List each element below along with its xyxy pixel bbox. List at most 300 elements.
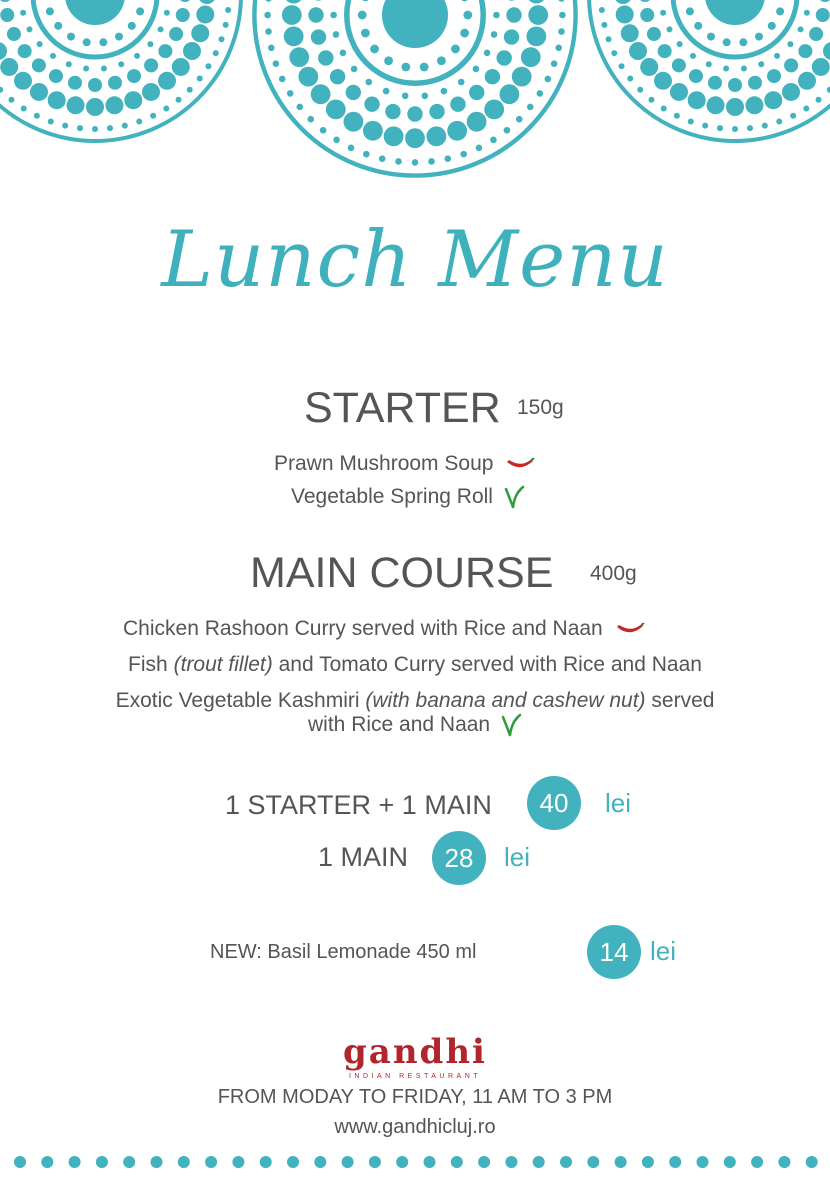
mandala-dot xyxy=(787,41,793,47)
mandala-dot xyxy=(330,69,345,84)
mandala-dot xyxy=(460,151,467,158)
mandala-dot xyxy=(67,33,75,41)
main-course-heading: MAIN COURSE xyxy=(250,549,554,597)
mandala-dot xyxy=(54,22,62,30)
mandala-dot xyxy=(450,96,465,111)
offer-starter-main-price: 40 xyxy=(527,776,581,830)
mandala-dot xyxy=(144,58,158,72)
mandala-dot xyxy=(364,96,379,111)
mandala-dot xyxy=(686,7,694,15)
mandala-dot xyxy=(545,76,552,83)
mandala-dot xyxy=(7,27,21,41)
mandala-dot xyxy=(706,61,712,67)
mandala-dot xyxy=(48,118,54,124)
mandala-dot xyxy=(672,58,686,72)
mandala-dot xyxy=(340,50,347,57)
border-dot xyxy=(260,1156,272,1168)
mandala-dot xyxy=(504,127,511,134)
chili-icon xyxy=(615,622,645,636)
mandala-dot xyxy=(307,116,314,123)
mandala-dot xyxy=(0,42,7,60)
mandala-dot xyxy=(158,44,172,58)
mandala-dot xyxy=(122,123,128,129)
mandala-dot xyxy=(463,11,472,20)
mandala-dot xyxy=(128,22,136,30)
mandala-dot xyxy=(169,27,183,41)
gandhi-logo: gandhi xyxy=(343,1032,487,1072)
mandala-dot xyxy=(429,104,444,119)
mandala-dot xyxy=(83,38,91,46)
mandala-dot xyxy=(441,88,448,95)
mandala-dot xyxy=(658,44,672,58)
mandala-dot xyxy=(284,0,304,4)
mandala-dot xyxy=(147,41,153,47)
border-dot xyxy=(14,1156,26,1168)
mandala-dot xyxy=(790,113,796,119)
mandala-dot xyxy=(379,155,386,162)
border-dot xyxy=(560,1156,572,1168)
mandala-dot xyxy=(14,72,32,90)
mandala-dot xyxy=(638,0,652,2)
mandala-dot xyxy=(784,58,798,72)
mandala-dot xyxy=(265,28,272,35)
border-dot xyxy=(232,1156,244,1168)
mandala-dot xyxy=(764,91,782,109)
starter-heading: STARTER xyxy=(304,384,501,432)
mandala-dot xyxy=(499,84,519,104)
mandala-dot xyxy=(330,12,337,19)
mandala-dot xyxy=(812,58,830,76)
mandala-dot xyxy=(745,96,763,114)
border-dot xyxy=(533,1156,545,1168)
mandala-dot xyxy=(83,65,89,71)
mandala-dot xyxy=(218,36,224,42)
mandala-dot xyxy=(115,33,123,41)
mandala-dot xyxy=(163,105,169,111)
mandala-dot xyxy=(420,63,429,72)
mandala-dot xyxy=(707,96,725,114)
mandala-dot xyxy=(351,66,358,73)
mandala-dot xyxy=(723,38,731,46)
mandala-dot xyxy=(68,76,82,90)
mandala-dot xyxy=(506,7,521,22)
mandala-dot xyxy=(758,61,764,67)
mandala-header-decoration xyxy=(0,0,830,185)
mandala-dot xyxy=(666,26,672,32)
mandala-dot xyxy=(823,42,830,60)
mandala-dot xyxy=(762,123,768,129)
mandala-dot xyxy=(674,113,680,119)
mandala-dot xyxy=(318,50,333,65)
mandala-dot xyxy=(444,155,451,162)
mandala-dot xyxy=(37,41,43,47)
mandala-dot xyxy=(702,123,708,129)
mandala-dot xyxy=(289,47,309,67)
mandala-dot xyxy=(476,145,483,152)
mandala-dot xyxy=(776,7,784,15)
mandala-dot xyxy=(333,31,340,38)
mandala-dot xyxy=(382,0,448,48)
starter-item-2 xyxy=(291,485,525,509)
mandala-dot xyxy=(816,8,830,22)
mandala-dot xyxy=(282,5,302,25)
mandala-dot xyxy=(559,12,566,19)
mandala-dot xyxy=(809,27,823,41)
dish-name-continued: with Rice and Naan xyxy=(308,713,491,736)
mandala-dot xyxy=(728,78,742,92)
offer-starter-main-currency: lei xyxy=(605,788,632,818)
mandala-dot xyxy=(127,69,141,83)
main-item-2 xyxy=(0,653,830,677)
dish-note: (with banana and cashew nut) xyxy=(365,689,646,712)
mandala-dot xyxy=(0,87,3,93)
mandala-dot xyxy=(798,26,804,32)
mandala-dot xyxy=(798,44,812,58)
mandala-dot xyxy=(108,76,122,90)
mandala-dot xyxy=(311,84,331,104)
mandala-dot xyxy=(512,67,532,87)
mandala-dot xyxy=(48,91,66,109)
mandala-dot xyxy=(627,76,633,82)
mandala-dot xyxy=(326,99,346,119)
mandala-dot xyxy=(484,50,491,57)
dish-name-end: served xyxy=(651,689,715,712)
mandala-dot xyxy=(92,126,98,132)
starter-item-1 xyxy=(274,452,535,476)
mandala-dot xyxy=(311,29,326,44)
mandala-dot xyxy=(660,10,666,16)
mandala-dot xyxy=(197,76,203,82)
dish-name: Prawn Mushroom Soup xyxy=(274,452,494,475)
offer-main-label: 1 MAIN xyxy=(318,842,409,872)
mandala-dot xyxy=(551,60,558,67)
mandala-dot xyxy=(768,22,776,30)
mandala-dot xyxy=(490,137,497,144)
mandala-dot xyxy=(77,125,83,131)
border-dot xyxy=(369,1156,381,1168)
dish-name: Fish xyxy=(128,653,168,676)
mandala-dot xyxy=(363,121,383,141)
mandala-dot xyxy=(616,5,634,23)
mandala-dot xyxy=(767,69,781,83)
mandala-dot xyxy=(689,69,703,83)
mandala-dot xyxy=(732,126,738,132)
mandala-dot xyxy=(708,76,722,90)
website-link[interactable]: www.gandhicluj.ro xyxy=(334,1116,496,1138)
mandala-dot xyxy=(637,87,643,93)
mandala-dot xyxy=(20,10,26,16)
mandala-dot xyxy=(21,105,27,111)
mandala-dot xyxy=(178,0,192,2)
border-dot xyxy=(615,1156,627,1168)
mandala-dot xyxy=(344,112,364,132)
mandala-dot xyxy=(537,90,544,97)
mandala-dot xyxy=(661,105,667,111)
mandala-dot xyxy=(405,128,425,148)
offer-starter-main-label: 1 STARTER + 1 MAIN xyxy=(225,790,492,820)
mandala-dot xyxy=(694,22,702,30)
border-dot xyxy=(314,1156,326,1168)
mandala-dot xyxy=(384,56,393,65)
mandala-dot xyxy=(124,91,142,109)
mandala-dot xyxy=(648,97,654,103)
mandala-dot xyxy=(296,104,303,111)
border-dot xyxy=(178,1156,190,1168)
mandala-dot xyxy=(447,121,467,141)
mandala-dot xyxy=(526,0,546,4)
mandala-dot xyxy=(485,69,500,84)
main-item-3-line-2 xyxy=(0,713,830,737)
mandala-dot xyxy=(629,42,647,60)
mandala-dot xyxy=(426,126,446,146)
mandala-dot xyxy=(34,113,40,119)
mandala-dot xyxy=(320,127,327,134)
opening-hours: FROM MODAY TO FRIDAY, 11 AM TO 3 PM xyxy=(217,1086,613,1108)
mandala-dot xyxy=(412,159,419,166)
offer-main-currency: lei xyxy=(504,842,531,872)
mandala-dot xyxy=(473,66,480,73)
mandala-dot xyxy=(606,36,612,42)
mandala-dot xyxy=(30,83,48,101)
mandala-dot xyxy=(107,125,113,131)
mandala-dot xyxy=(187,87,193,93)
mandala-dot xyxy=(205,63,211,69)
dish-name: Chicken Rashoon Curry served with Rice and Naan xyxy=(123,617,603,640)
border-dot xyxy=(41,1156,53,1168)
mandala-dot xyxy=(264,12,271,19)
mandala-dot xyxy=(150,113,156,119)
border-dot xyxy=(806,1156,818,1168)
mandala-dot xyxy=(213,50,219,56)
mandala-dot xyxy=(491,31,498,38)
mandala-dot xyxy=(614,0,632,4)
mandala-dot xyxy=(407,106,422,121)
mandala-dot xyxy=(504,29,519,44)
mandala-dot xyxy=(32,58,46,72)
mandala-dot xyxy=(67,96,85,114)
mandala-dot xyxy=(816,97,822,103)
mandala-dot xyxy=(558,0,565,2)
mandala-dot xyxy=(298,67,318,87)
mandala-dot xyxy=(265,0,272,2)
main-item-1 xyxy=(123,617,645,641)
mandala-dot xyxy=(308,7,323,22)
mandala-dot xyxy=(176,97,182,103)
mandala-dot xyxy=(677,41,683,47)
mandala-dot xyxy=(804,10,810,16)
mandala-dot xyxy=(774,53,780,59)
border-dot xyxy=(751,1156,763,1168)
mandala-dot xyxy=(198,0,216,4)
mandala-dot xyxy=(370,45,379,54)
mandala-dot xyxy=(611,50,617,56)
mandala-dot xyxy=(99,38,107,46)
mandala-dot xyxy=(50,53,56,59)
mandala-dot xyxy=(105,96,123,114)
drink-label: NEW: Basil Lemonade 450 ml xyxy=(210,941,477,963)
mandala-dot xyxy=(755,33,763,41)
mandala-dot xyxy=(458,79,465,86)
border-dot xyxy=(69,1156,81,1168)
border-dot xyxy=(205,1156,217,1168)
mandala-dot xyxy=(460,0,469,1)
mandala-dot xyxy=(621,24,639,42)
mandala-dot xyxy=(818,0,830,2)
border-dot xyxy=(123,1156,135,1168)
mandala-dot xyxy=(504,0,519,1)
mandala-dot xyxy=(526,26,546,46)
mandala-dot xyxy=(142,83,160,101)
mandala-dot xyxy=(361,29,370,38)
mandala-dot xyxy=(385,104,400,119)
border-dot xyxy=(724,1156,736,1168)
mandala-dot xyxy=(191,24,209,42)
mandala-dot xyxy=(284,26,304,46)
mandala-dot xyxy=(136,7,144,15)
mandala-dot xyxy=(118,61,124,67)
vegan-leaf-icon xyxy=(503,485,525,509)
mandala-dot xyxy=(798,72,816,90)
mandala-dot xyxy=(528,5,548,25)
mandala-dot xyxy=(183,42,201,60)
border-dot xyxy=(151,1156,163,1168)
mandala-dot xyxy=(705,0,765,25)
mandala-dot xyxy=(26,26,32,32)
mandala-dot xyxy=(66,61,72,67)
mandala-dot xyxy=(654,72,672,90)
mandala-dot xyxy=(18,44,32,58)
mandala-dot xyxy=(723,65,729,71)
mandala-dot xyxy=(558,28,565,35)
vegan-leaf-icon xyxy=(500,713,522,737)
mandala-dot xyxy=(348,145,355,152)
mandala-dot xyxy=(619,63,625,69)
mandala-dot xyxy=(0,58,18,76)
dotted-border-decoration xyxy=(0,1150,830,1174)
border-dot xyxy=(342,1156,354,1168)
mandala-dot xyxy=(62,123,68,129)
border-dot xyxy=(778,1156,790,1168)
mandala-dot xyxy=(803,105,809,111)
border-dot xyxy=(697,1156,709,1168)
mandala-dot xyxy=(726,98,744,116)
mandala-dot xyxy=(527,104,534,111)
mandala-dot xyxy=(279,76,286,83)
mandala-dot xyxy=(164,10,170,16)
mandala-dot xyxy=(640,58,658,76)
mandala-dot xyxy=(225,7,231,13)
mandala-dot xyxy=(555,44,562,51)
mandala-dot xyxy=(358,11,367,20)
mandala-dot xyxy=(101,65,107,71)
mandala-dot xyxy=(136,118,142,124)
mandala-dot xyxy=(640,8,654,22)
mandala-dot xyxy=(402,93,409,100)
mandala-dot xyxy=(172,58,190,76)
mandala-dot xyxy=(741,65,747,71)
mandala-dot xyxy=(384,126,404,146)
mandala-dot xyxy=(748,76,762,90)
mandala-dot xyxy=(707,33,715,41)
mandala-dot xyxy=(401,63,410,72)
border-dot xyxy=(669,1156,681,1168)
mandala-dot xyxy=(690,53,696,59)
mandala-dot xyxy=(0,8,14,22)
mandala-dot xyxy=(437,56,446,65)
mandala-dot xyxy=(176,8,190,22)
mandala-dot xyxy=(516,116,523,123)
mandala-dot xyxy=(268,44,275,51)
mandala-dot xyxy=(484,99,504,119)
mandala-dot xyxy=(717,125,723,131)
border-dot xyxy=(587,1156,599,1168)
mandala-dot xyxy=(782,83,800,101)
mandala-dot xyxy=(363,151,370,158)
border-dot xyxy=(396,1156,408,1168)
dish-name-end: and Tomato Curry served with Rice and Naan xyxy=(278,653,702,676)
dish-note: (trout fillet) xyxy=(173,653,273,676)
mandala-dot xyxy=(383,88,390,95)
mandala-dot xyxy=(311,0,326,1)
main-item-3 xyxy=(0,689,830,713)
border-dot xyxy=(424,1156,436,1168)
mandala-dot xyxy=(460,29,469,38)
dish-name: Exotic Vegetable Kashmiri xyxy=(115,689,360,712)
mandala-dot xyxy=(134,53,140,59)
mandala-dot xyxy=(493,12,500,19)
mandala-dot xyxy=(65,0,125,25)
drink-price: 14 xyxy=(587,925,641,979)
border-dot xyxy=(96,1156,108,1168)
mandala-dot xyxy=(467,112,487,132)
mandala-dot xyxy=(496,50,511,65)
border-dot xyxy=(642,1156,654,1168)
mandala-dot xyxy=(670,83,688,101)
mandala-dot xyxy=(428,158,435,165)
border-dot xyxy=(451,1156,463,1168)
mandala-dot xyxy=(647,27,661,41)
mandala-dot xyxy=(739,38,747,46)
dish-name: Vegetable Spring Roll xyxy=(291,485,493,508)
mandala-dot xyxy=(521,47,541,67)
mandala-dot xyxy=(86,98,104,116)
menu-title: Lunch Menu xyxy=(161,215,669,305)
mandala-dot xyxy=(599,7,605,13)
mandala-dot xyxy=(469,85,484,100)
gandhi-logo-tagline: INDIAN RESTAURANT xyxy=(348,1073,482,1080)
mandala-dot xyxy=(196,5,214,23)
mandala-dot xyxy=(601,22,607,28)
border-dot xyxy=(287,1156,299,1168)
mandala-dot xyxy=(395,158,402,165)
mandala-dot xyxy=(46,7,54,15)
mandala-dot xyxy=(333,137,340,144)
border-dot xyxy=(478,1156,490,1168)
mandala-dot xyxy=(776,118,782,124)
drink-currency: lei xyxy=(650,936,677,966)
mandala-dot xyxy=(747,125,753,131)
offer-main-price: 28 xyxy=(432,831,486,885)
mandala-dot xyxy=(422,93,429,100)
mandala-dot xyxy=(451,45,460,54)
mandala-dot xyxy=(688,118,694,124)
mandala-dot xyxy=(346,85,361,100)
starter-weight: 150g xyxy=(517,396,564,419)
mandala-dot xyxy=(0,0,12,2)
mandala-dot xyxy=(361,0,370,1)
main-course-weight: 400g xyxy=(590,562,637,585)
mandala-dot xyxy=(223,22,229,28)
